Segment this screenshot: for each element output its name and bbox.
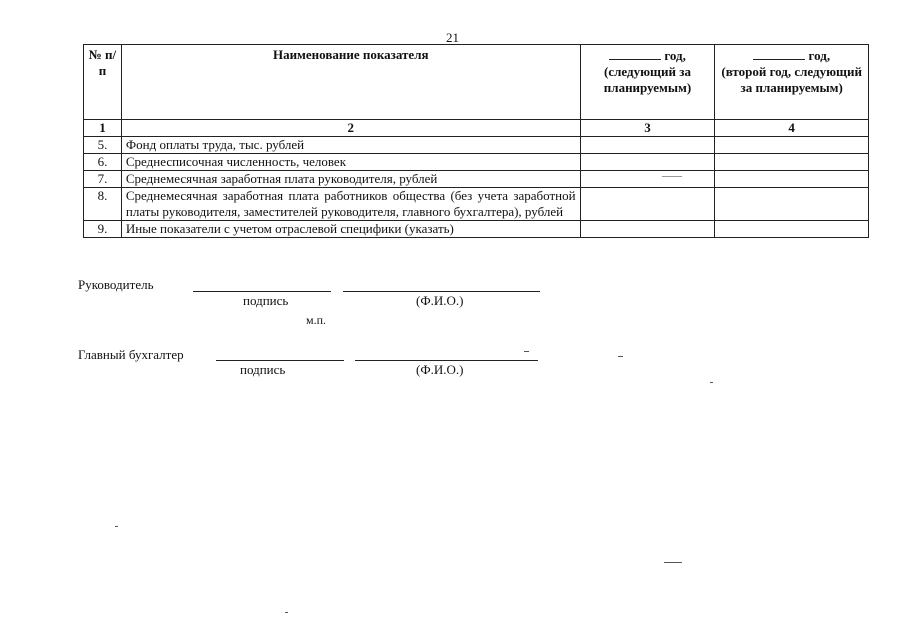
head-signature-line[interactable]	[193, 291, 331, 292]
row-value-cell[interactable]	[715, 171, 869, 188]
row-name: Среднемесячная заработная плата работников общества (без учета заработной платы руководителя, заместителей руководителя, главного бухгалтера), рублей	[121, 188, 580, 221]
row-value-cell[interactable]	[715, 188, 869, 221]
row-value-cell[interactable]	[580, 137, 715, 154]
table-row	[84, 137, 869, 154]
header-next-year-note: (следующий за планируемым)	[603, 64, 692, 95]
head-fio-caption: (Ф.И.О.)	[416, 293, 464, 308]
table-row	[84, 188, 869, 221]
scan-speck	[662, 176, 682, 177]
header-next-year	[580, 45, 715, 120]
table-header-row	[84, 45, 869, 120]
year-blank	[753, 47, 805, 60]
header-second-year	[715, 45, 869, 120]
header-second-year-note: (второй год, следующий за планируемым)	[721, 64, 862, 95]
row-value-cell[interactable]	[580, 154, 715, 171]
row-name: Среднемесячная заработная плата руководителя, рублей	[121, 171, 580, 188]
row-name: Фонд оплаты труда, тыс. рублей	[121, 137, 580, 154]
table-row	[84, 221, 869, 238]
row-number: 9.	[84, 221, 122, 238]
header-next-year-suffix: год,	[664, 48, 686, 63]
table-row	[84, 154, 869, 171]
accountant-signature-line[interactable]	[216, 360, 344, 361]
scan-speck	[524, 351, 529, 352]
index-cell: 4	[715, 120, 869, 137]
indicators-table	[83, 44, 869, 238]
row-number: 8.	[84, 188, 122, 221]
row-number: 5.	[84, 137, 122, 154]
row-value-cell[interactable]	[715, 221, 869, 238]
row-number: 7.	[84, 171, 122, 188]
year-blank	[609, 47, 661, 60]
accountant-fio-caption: (Ф.И.О.)	[416, 362, 464, 377]
index-cell: 2	[121, 120, 580, 137]
row-value-cell[interactable]	[715, 137, 869, 154]
accountant-signature-caption: подпись	[240, 362, 286, 377]
accountant-fio-line[interactable]	[355, 360, 538, 361]
row-name: Среднесписочная численность, человек	[121, 154, 580, 171]
head-label: Руководитель	[78, 277, 154, 292]
scan-speck	[664, 562, 682, 563]
index-cell: 1	[84, 120, 122, 137]
header-second-year-suffix: год,	[808, 48, 831, 63]
row-value-cell[interactable]	[580, 171, 715, 188]
row-value-cell[interactable]	[580, 221, 715, 238]
scan-speck	[710, 382, 713, 383]
row-value-cell[interactable]	[715, 154, 869, 171]
index-cell: 3	[580, 120, 715, 137]
head-fio-line[interactable]	[343, 291, 540, 292]
row-value-cell[interactable]	[580, 188, 715, 221]
scan-speck	[618, 356, 623, 357]
column-index-row	[84, 120, 869, 137]
header-number: № п/п	[84, 45, 122, 120]
accountant-label: Главный бухгалтер	[78, 347, 184, 362]
head-signature-caption: подпись	[243, 293, 289, 308]
row-name: Иные показатели с учетом отраслевой специфики (указать)	[121, 221, 580, 238]
page-number: 21	[446, 30, 459, 45]
scan-speck	[285, 612, 288, 613]
stamp-place: м.п.	[306, 313, 327, 327]
row-number: 6.	[84, 154, 122, 171]
table-row	[84, 171, 869, 188]
scan-speck	[115, 526, 118, 527]
header-indicator-name: Наименование показателя	[121, 45, 580, 120]
